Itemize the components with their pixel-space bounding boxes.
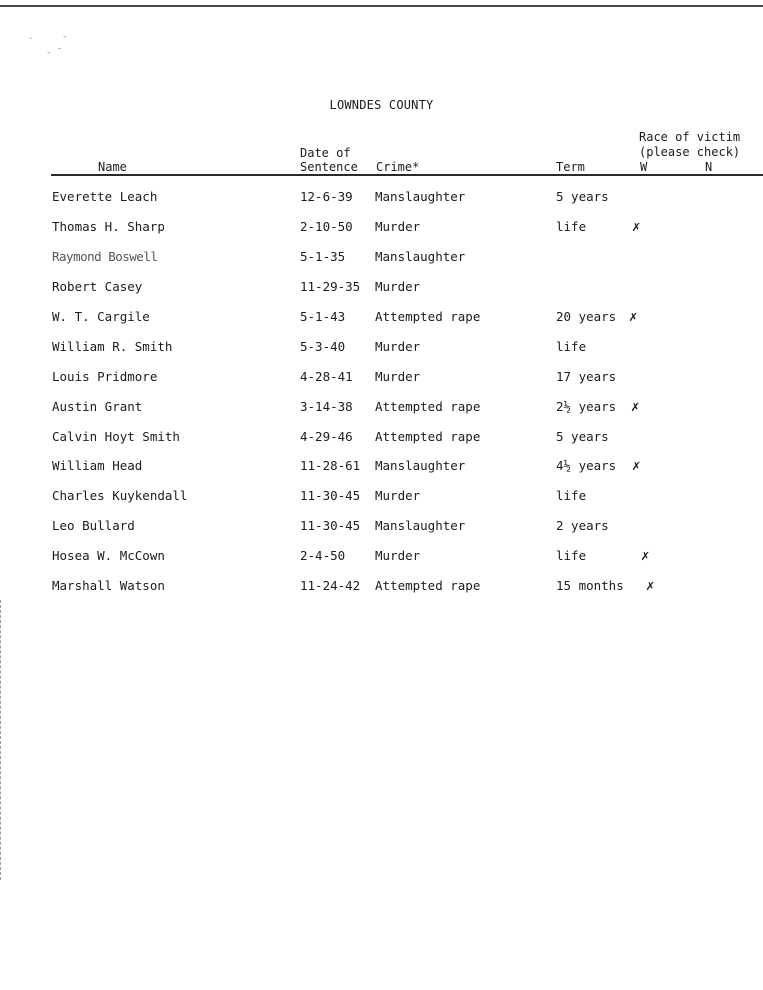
cell-date: 12-6-39 (300, 189, 353, 204)
scan-speck: . (28, 32, 34, 42)
cell-name: Austin Grant (52, 399, 143, 414)
cell-term: life (556, 219, 587, 234)
cell-name: W. T. Cargile (52, 309, 150, 324)
cell-name: Hosea W. McCown (52, 548, 165, 563)
header-date-line2: Sentence (300, 160, 358, 174)
header-race-line1: Race of victim (639, 130, 741, 144)
table-row (0, 548, 763, 568)
cell-name: William R. Smith (52, 339, 173, 354)
cell-date: 11-30-45 (300, 488, 361, 503)
header-name: Name (98, 160, 127, 174)
cell-name: Leo Bullard (52, 518, 135, 533)
cell-name: Marshall Watson (52, 578, 165, 593)
scan-speck: - ˜ (46, 48, 63, 58)
cell-date: 11-29-35 (300, 279, 361, 294)
table-row (0, 219, 763, 239)
table-row (0, 369, 763, 389)
cell-date: 4-28-41 (300, 369, 353, 384)
check-mark-icon: ✗ (631, 399, 640, 415)
cell-term: 15 months (556, 578, 624, 593)
header-race-w: W (640, 160, 648, 174)
scan-speck: - (62, 32, 68, 42)
check-mark-icon: ✗ (632, 458, 641, 474)
cell-date: 3-14-38 (300, 399, 353, 414)
cell-crime: Manslaughter (375, 518, 466, 533)
cell-crime: Murder (375, 219, 421, 234)
header-underline (51, 174, 763, 176)
page-title: LOWNDES COUNTY (329, 98, 434, 112)
top-scan-rule (0, 5, 763, 7)
cell-term: life (556, 339, 587, 354)
cell-term: 2½ years (556, 399, 617, 414)
table-row (0, 309, 763, 329)
header-term: Term (556, 160, 585, 174)
cell-crime: Attempted rape (375, 399, 481, 414)
cell-crime: Murder (375, 548, 421, 563)
cell-crime: Manslaughter (375, 458, 466, 473)
cell-term: 2 years (556, 518, 609, 533)
cell-term: 5 years (556, 429, 609, 444)
cell-crime: Attempted rape (375, 309, 481, 324)
cell-name: Calvin Hoyt Smith (52, 429, 180, 444)
table-row (0, 488, 763, 508)
table-row (0, 518, 763, 538)
cell-term: 17 years (556, 369, 617, 384)
cell-name: Thomas H. Sharp (52, 219, 165, 234)
header-crime: Crime* (376, 160, 420, 174)
table-row (0, 249, 763, 269)
cell-date: 11-28-61 (300, 458, 361, 473)
cell-date: 4-29-46 (300, 429, 353, 444)
cell-term: 20 years (556, 309, 617, 324)
check-mark-icon: ✗ (641, 548, 650, 564)
check-mark-icon: ✗ (629, 309, 638, 325)
cell-name: Charles Kuykendall (52, 488, 188, 503)
cell-date: 11-30-45 (300, 518, 361, 533)
cell-crime: Attempted rape (375, 429, 481, 444)
table-row (0, 399, 763, 419)
cell-term: life (556, 488, 587, 503)
cell-crime: Murder (375, 279, 421, 294)
table-row (0, 429, 763, 449)
header-race-line2: (please check) (639, 145, 741, 159)
cell-name: Louis Pridmore (52, 369, 158, 384)
table-row (0, 458, 763, 478)
cell-name: Raymond Boswell (52, 249, 158, 264)
cell-crime: Murder (375, 488, 421, 503)
cell-crime: Manslaughter (375, 189, 466, 204)
table-row (0, 578, 763, 598)
cell-date: 2-10-50 (300, 219, 353, 234)
cell-crime: Attempted rape (375, 578, 481, 593)
scan-edge-artifact (0, 600, 2, 880)
cell-name: William Head (52, 458, 143, 473)
table-row (0, 279, 763, 299)
cell-name: Everette Leach (52, 189, 158, 204)
cell-date: 5-1-43 (300, 309, 346, 324)
cell-crime: Manslaughter (375, 249, 466, 264)
cell-name: Robert Casey (52, 279, 143, 294)
cell-crime: Murder (375, 369, 421, 384)
cell-date: 11-24-42 (300, 578, 361, 593)
cell-crime: Murder (375, 339, 421, 354)
table-row (0, 339, 763, 359)
header-race-n: N (705, 160, 713, 174)
cell-term: 4½ years (556, 458, 617, 473)
cell-date: 2-4-50 (300, 548, 346, 563)
check-mark-icon: ✗ (632, 219, 641, 235)
check-mark-icon: ✗ (646, 578, 655, 594)
header-date-line1: Date of (300, 146, 351, 160)
cell-term: 5 years (556, 189, 609, 204)
cell-date: 5-3-40 (300, 339, 346, 354)
cell-date: 5-1-35 (300, 249, 346, 264)
cell-term: life (556, 548, 587, 563)
table-row (0, 189, 763, 209)
